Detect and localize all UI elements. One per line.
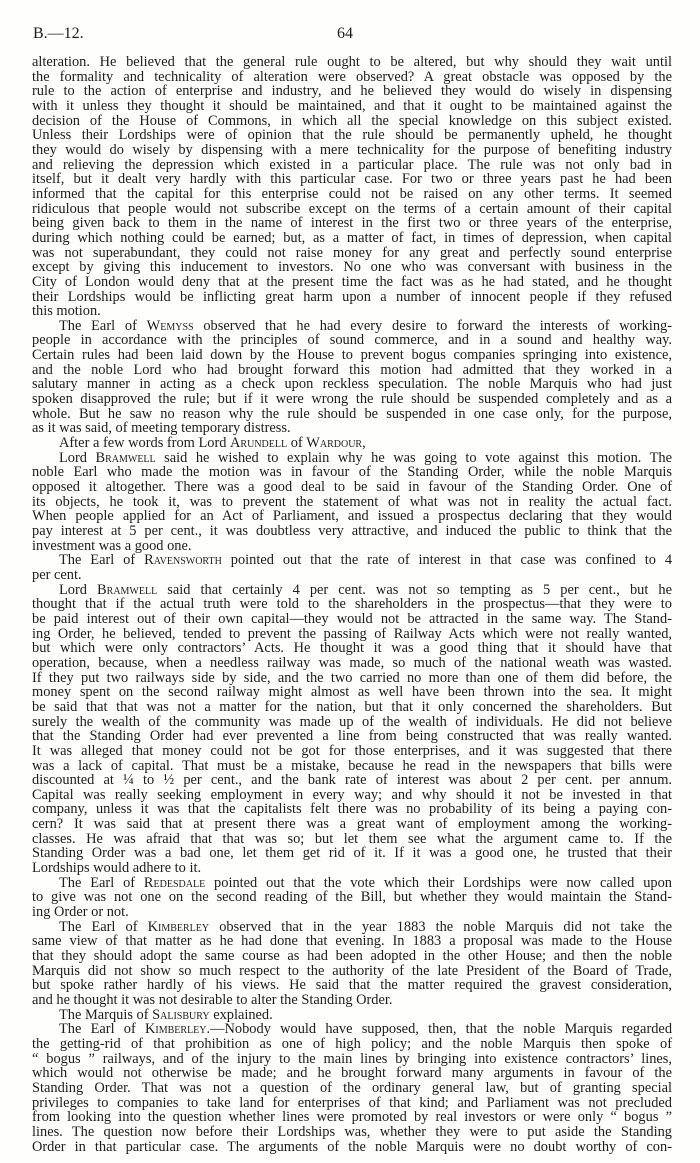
text-line: noble Earl who made the motion was in favour of the Standing Order, while the noble Marquis bbox=[32, 464, 672, 481]
text-line: rule to the action of enterprise and industry, and he believed they would do wisely in dispensing bbox=[32, 83, 672, 100]
text-line: investment was a good one. bbox=[32, 537, 192, 554]
text-line: money spent on the second railway might almost as well have been thrown into the sea. It might bbox=[32, 684, 672, 701]
text-line: that they should adopt the same course as had been adopted in the other House; and then the noble bbox=[32, 948, 672, 965]
text-line: alteration. He believed that the general rule ought to be altered, but why should they wait until bbox=[32, 54, 672, 70]
text-line: pay interest at 5 per cent., it was doubtless very attractive, and induced the public to think that the bbox=[32, 523, 672, 539]
text-line bbox=[32, 1022, 672, 1037]
text-run: The Earl of bbox=[59, 552, 145, 569]
text-line: salutary manner in acting as a check upon reckless speculation. The noble Marquis who had just bbox=[32, 376, 672, 393]
paragraph bbox=[32, 1022, 672, 1154]
text-line: thought that if the actual truth were told to the shareholders in the prospectus—that they were to bbox=[32, 596, 672, 613]
text-run: pointed out that the vote which their Lordships were now called upon bbox=[205, 874, 673, 891]
text-run: observed that in the year 1883 the noble Marquis did not take the bbox=[209, 918, 672, 935]
text-line: lines. The question now before their Lordships was, whether they were to put aside the Standing bbox=[32, 1123, 672, 1140]
text-line bbox=[32, 436, 672, 451]
text-run: observed that he had every desire to forward the interests of working- bbox=[193, 317, 673, 334]
text-line: surely the wealth of the community was made up of the wealth of individuals. He did not believe bbox=[32, 713, 672, 730]
text-line: When people applied for an Act of Parliament, and issued a prospectus declaring that they would bbox=[32, 508, 672, 525]
speaker-name: Bramwell bbox=[95, 449, 156, 466]
text-line: Lordships would adhere to it. bbox=[32, 860, 202, 877]
body-text bbox=[32, 55, 672, 1154]
text-run: Lord bbox=[59, 449, 96, 466]
text-line: ing Order or not. bbox=[32, 904, 129, 921]
text-line: the getting-rid of that prohibition as one of high policy; and the noble Marquis then spoke of bbox=[32, 1035, 672, 1052]
paragraph bbox=[32, 55, 672, 319]
text-line: company, unless it was that the capitalists felt there was no probability of its being a paying con- bbox=[32, 801, 672, 818]
text-line: “ bogus ” railways, and of the injury to the main lines by bringing into existence contractors’ lines, bbox=[32, 1050, 672, 1067]
text-line bbox=[32, 451, 672, 466]
text-line: they would do wisely by dispensing with a mere technicality for the purpose of benefiting industry bbox=[32, 141, 672, 158]
text-run: After a few words from Lord bbox=[59, 435, 231, 452]
text-line bbox=[32, 920, 672, 935]
text-run: The Earl of bbox=[59, 874, 144, 891]
paragraph bbox=[32, 319, 672, 436]
text-line: from looking into the question whether lines were promoted by real investors or were only “ bogus ” bbox=[32, 1109, 672, 1126]
text-line: privileges to companies to take land for enterprises of that kind; and Parliament was not precluded bbox=[32, 1094, 672, 1111]
text-line: cern? It was said that at present there was a great want of employment among the working- bbox=[32, 816, 672, 833]
text-line: to give was not one on the second reading of the Bill, but whether they would maintain the Stand- bbox=[32, 889, 672, 906]
speaker-name: Wardour bbox=[306, 435, 363, 452]
text-line: its objects, he took it, was to prevent the statement of what was not in reality the actual fact. bbox=[32, 493, 672, 510]
text-line: decision of the House of Commons, in which all the special knowledge on this subject existed. bbox=[32, 112, 672, 129]
text-line: ing Order, he believed, tended to prevent the passing of Railway Acts which were not really wanted, bbox=[32, 625, 672, 642]
paragraph bbox=[32, 436, 672, 451]
text-line: Standing Order. That was not a question of the ordinary general law, but of granting special bbox=[32, 1079, 672, 1096]
text-run: The Earl of bbox=[59, 317, 147, 334]
page-number: 64 bbox=[337, 25, 353, 42]
text-line: being given back to them in the name of interest in the first two or three years of the enterprise, bbox=[32, 215, 672, 232]
paragraph bbox=[32, 451, 672, 554]
speaker-name: Bramwell bbox=[97, 581, 158, 598]
text-line: Marquis did not show so much respect to the authority of the late President of the Board of Trade, bbox=[32, 962, 672, 979]
text-line: Capital was really seeking employment in every way; and why should it not be invested in that bbox=[32, 786, 672, 803]
paragraph bbox=[32, 876, 672, 920]
text-line: but which were only contractors’ Acts. He thought it was a good thing that it should have that bbox=[32, 640, 672, 657]
text-line: informed that the capital for this enterprise could not be raised on any other terms. It seemed bbox=[32, 185, 672, 202]
paragraph bbox=[32, 583, 672, 876]
text-run: The Marquis of bbox=[59, 1006, 153, 1023]
text-line: during which nothing could be earned; but, as a matter of fact, in times of depression, when capital bbox=[32, 229, 672, 246]
text-line: was a lack of capital. That must be a mistake, because he read in the newspapers that bills were bbox=[32, 757, 672, 774]
text-line: Order in that particular case. The arguments of the noble Marquis were no doubt worthy of con- bbox=[32, 1138, 672, 1155]
text-line: operation, because, when a needless railway was made, so much of the national weath was wasted. bbox=[32, 654, 672, 671]
text-line: opposed it altogether. There was a good deal to be said in favour of the Standing Order. One of bbox=[32, 479, 672, 496]
text-line: their Lordships would be inflicting great harm upon a number of innocent people if they refused bbox=[32, 288, 672, 305]
text-line: itself, but it dealt very hardly with this particular case. For two or three years past he had been bbox=[32, 171, 672, 188]
text-line: but spoke rather hardly of his views. He said that the matter required the gravest consideration, bbox=[32, 977, 672, 994]
running-head-code: B.—12. bbox=[33, 25, 84, 42]
text-run: of bbox=[287, 435, 307, 452]
text-line: whole. But he saw no reason why the rule should be suspended in one case only, for the purpose, bbox=[32, 405, 672, 422]
text-line: ridiculous that people would not subscribe except on the terms of a certain amount of their capital bbox=[32, 200, 672, 217]
text-run: said that certainly 4 per cent. was not so tempting as 5 per cent., but he bbox=[157, 581, 672, 598]
text-line: and relieving the depression which existed in a particular place. The rule was not only bad in bbox=[32, 156, 672, 173]
text-line: same view of that matter as he had done that evening. In 1883 a proposal was made to the House bbox=[32, 933, 672, 950]
text-line: Standing Order was a bad one, let them get rid of it. If it was a good one, he trusted that their bbox=[32, 845, 672, 862]
text-line bbox=[32, 583, 672, 598]
text-run: pointed out that the rate of interest in that case was confined to 4 bbox=[221, 552, 673, 569]
text-line: with it unless they thought it should be maintained, and that it ought to be maintained against the bbox=[32, 97, 672, 114]
text-line bbox=[32, 1008, 672, 1023]
text-line: the formality and technicality of alteration were observed? A great obstacle was opposed by the bbox=[32, 68, 672, 85]
text-run: .—Nobody would have supposed, then, that the noble Marquis regarded bbox=[206, 1021, 673, 1038]
text-line: Certain rules had been laid down by the House to prevent bogus companies springing into existence, bbox=[32, 347, 672, 364]
text-line: people in accordance with the principles of sound commerce, and in a sound and healthy way. bbox=[32, 332, 672, 349]
text-line: except by giving this inducement to investors. No one who was conversant with business in the bbox=[32, 259, 672, 276]
text-line: classes. He was afraid that that was so; but let them see what the argument came to. If the bbox=[32, 830, 672, 847]
text-line: that the Standing Order had ever prevented a line from being constructed that was really wanted. bbox=[32, 728, 672, 745]
text-run: said he wished to explain why he was going to vote against this motion. The bbox=[155, 449, 672, 466]
text-line: It was alleged that money could not be got for those enterprises, and it was suggested that there bbox=[32, 742, 672, 759]
paragraph bbox=[32, 920, 672, 1008]
speaker-name: Salisbury bbox=[152, 1006, 210, 1023]
text-line bbox=[32, 553, 672, 568]
paragraph bbox=[32, 1008, 672, 1023]
text-line: spoken disapproved the rule; but if it were wrong the rule should be suspended completely and as a bbox=[32, 391, 672, 408]
text-run: The Earl of bbox=[59, 1021, 146, 1038]
speaker-name: Kimberley bbox=[145, 1021, 207, 1038]
text-line: City of London would deny that at the present time the fact was as he had stated, and he thought bbox=[32, 273, 672, 290]
text-line: this motion. bbox=[32, 303, 101, 320]
text-run: , bbox=[362, 435, 366, 452]
text-line: be paid interest out of their own capital—they would not be attracted in the same way. The Stand- bbox=[32, 610, 672, 627]
text-line: be said that that was not a matter for the nation, but that it only concerned the shareholders. But bbox=[32, 698, 672, 715]
text-line bbox=[32, 876, 672, 891]
text-line: Unless their Lordships were of opinion that the rule should be permanently upheld, he thought bbox=[32, 127, 672, 144]
text-run: The Earl of bbox=[59, 918, 148, 935]
text-line: discounted at ¼ to ½ per cent., and the bank rate of interest was about 2 per cent. per annum. bbox=[32, 772, 672, 789]
paragraph bbox=[32, 553, 672, 582]
speaker-name: Kimberley bbox=[147, 918, 210, 935]
text-line: as it was said, of meeting temporary distress. bbox=[32, 420, 291, 437]
text-line: and he thought it was not desirable to alter the Standing Order. bbox=[32, 992, 393, 1008]
speaker-name: Arundell bbox=[230, 435, 288, 452]
speaker-name: Ravensworth bbox=[144, 552, 222, 569]
text-run: explained. bbox=[209, 1006, 273, 1023]
text-line: If they put two railways side by side, and the two carried no more than one of them did before, the bbox=[32, 669, 672, 686]
text-run: Lord bbox=[59, 581, 98, 598]
text-line: which would not otherwise be made; and he brought forward many arguments in favour of the bbox=[32, 1065, 672, 1082]
text-line: was not superabundant, they could not raise money for any great and perfectly sound enterprise bbox=[32, 244, 672, 261]
text-line: per cent. bbox=[32, 566, 82, 583]
speaker-name: Redesdale bbox=[143, 874, 206, 891]
speaker-name: Wemyss bbox=[146, 317, 194, 334]
text-line bbox=[32, 319, 672, 334]
text-line: and the noble Lord who had brought forward this motion had admitted that they worked in a bbox=[32, 361, 672, 378]
